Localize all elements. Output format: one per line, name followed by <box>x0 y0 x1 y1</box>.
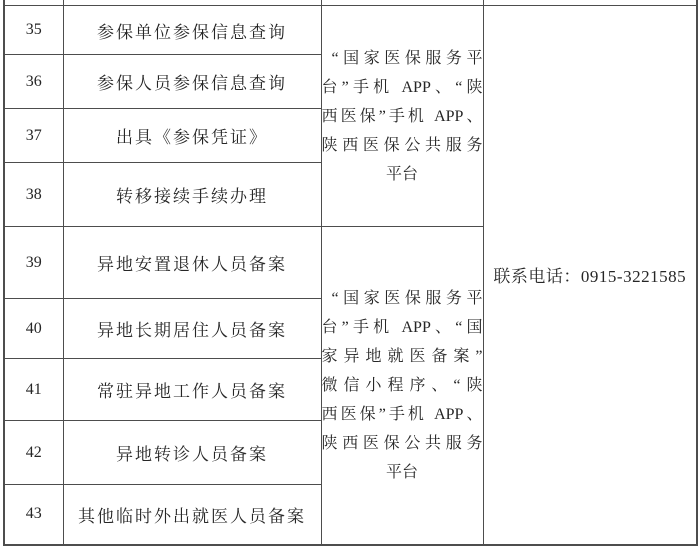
row-number-cell: 37 <box>4 109 63 163</box>
service-name-cell: 异地转诊人员备案 <box>63 421 321 485</box>
platform-cell-rows-39-43 <box>321 227 483 545</box>
service-name-cell: 异地长期居住人员备案 <box>63 299 321 359</box>
service-list-table <box>3 0 698 546</box>
row-number-cell: 40 <box>4 299 63 359</box>
service-name-cell: 其他临时外出就医人员备案 <box>63 485 321 545</box>
contact-phone-cell: 联系电话：0915-3221585 <box>483 6 697 545</box>
platform-line: 平台 <box>385 463 418 481</box>
platform-line: 微信小程序、“陕 <box>321 376 483 394</box>
platform-line: 陕西医保公共服务 <box>321 136 483 154</box>
service-name-cell: 出具《参保凭证》 <box>63 109 321 163</box>
row-number-cell: 35 <box>4 6 63 55</box>
platform-line: “国家医保服务平 <box>331 49 483 67</box>
service-name-cell: 转移接续手续办理 <box>63 163 321 227</box>
service-name-cell: 常驻异地工作人员备案 <box>63 359 321 421</box>
row-number-cell: 43 <box>4 485 63 545</box>
platform-line: 台”手机 APP、“国 <box>321 318 483 336</box>
platform-line: 平台 <box>385 165 418 183</box>
platform-line: 西医保”手机 APP、 <box>321 405 483 423</box>
platform-line: 陕西医保公共服务 <box>321 434 483 452</box>
row-number-cell: 36 <box>4 55 63 109</box>
platform-line: “国家医保服务平 <box>331 289 483 307</box>
row-number-cell: 42 <box>4 421 63 485</box>
row-number-cell: 39 <box>4 227 63 299</box>
platform-text-block <box>322 284 483 487</box>
service-name-cell: 参保单位参保信息查询 <box>63 6 321 55</box>
platform-line: 台”手机 APP、“陕 <box>321 78 483 96</box>
platform-line: 西医保”手机 APP、 <box>321 107 483 125</box>
row-number-cell: 38 <box>4 163 63 227</box>
service-name-cell: 异地安置退休人员备案 <box>63 227 321 299</box>
platform-cell-rows-35-38 <box>321 6 483 227</box>
platform-line: 家异地就医备案” <box>321 347 483 365</box>
service-name-cell: 参保人员参保信息查询 <box>63 55 321 109</box>
platform-text-block <box>322 44 483 189</box>
table-row <box>4 6 697 55</box>
row-number-cell: 41 <box>4 359 63 421</box>
